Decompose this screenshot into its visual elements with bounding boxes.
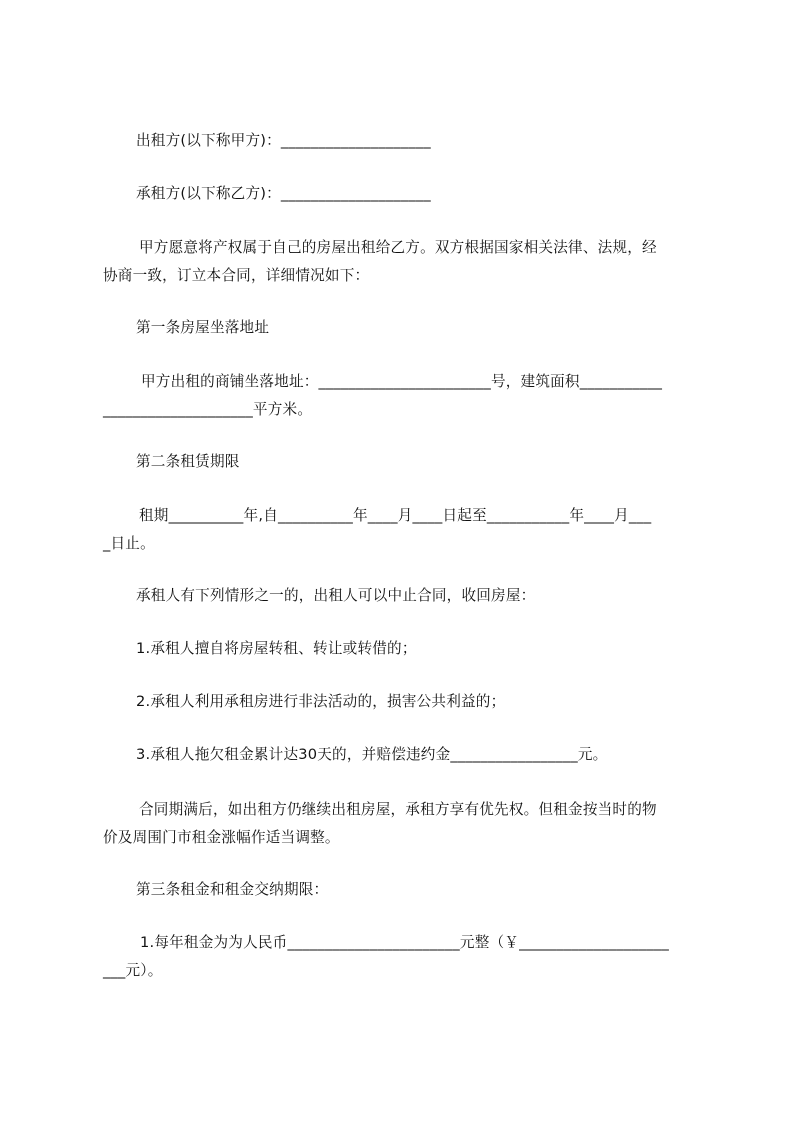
renewal-paragraph-line-2: 价及周围门市租金涨幅作适当调整。 — [103, 829, 340, 846]
termination-item-1: 1.承租人擅自将房屋转租、转让或转借的； — [136, 640, 417, 657]
article-3-heading: 第三条租金和租金交纳期限： — [136, 881, 329, 898]
article-1-heading: 第一条房屋坐落地址 — [136, 319, 270, 336]
lessee-line: 承租方(以下称乙方)：____________________ — [136, 185, 431, 202]
intro-paragraph-line-2: 协商一致，订立本合同，详细情况如下： — [103, 267, 370, 284]
rent-amount-line-1: 1.每年租金为为人民币_______________________元整（￥____________________ — [140, 934, 670, 951]
address-line-1: 甲方出租的商铺坐落地址：_______________________号，建筑面积___________ — [141, 373, 663, 390]
address-line-2: ____________________平方米。 — [103, 401, 313, 418]
lease-term-line-2: _日止。 — [103, 535, 155, 552]
rent-amount-line-2: ___元）。 — [103, 962, 163, 979]
termination-item-2: 2.承租人利用承租房进行非法活动的，损害公共利益的； — [136, 693, 506, 710]
renewal-paragraph-line-1: 合同期满后，如出租方仍继续出租房屋，承租方享有优先权。但租金按当时的物 — [139, 801, 657, 818]
article-2-heading: 第二条租赁期限 — [136, 453, 240, 470]
intro-paragraph-line-1: 甲方愿意将产权属于自己的房屋出租给乙方。双方根据国家相关法律、法规，经 — [139, 239, 657, 256]
lease-term-line-1: 租期__________年,自__________年____月____日起至___________年____月___ — [139, 507, 652, 524]
termination-item-3: 3.承租人拖欠租金累计达30天的，并赔偿违约金_________________元。 — [136, 746, 608, 763]
termination-heading: 承租人有下列情形之一的，出租人可以中止合同，收回房屋： — [136, 587, 536, 604]
lessor-line: 出租方(以下称甲方)：____________________ — [136, 132, 431, 149]
